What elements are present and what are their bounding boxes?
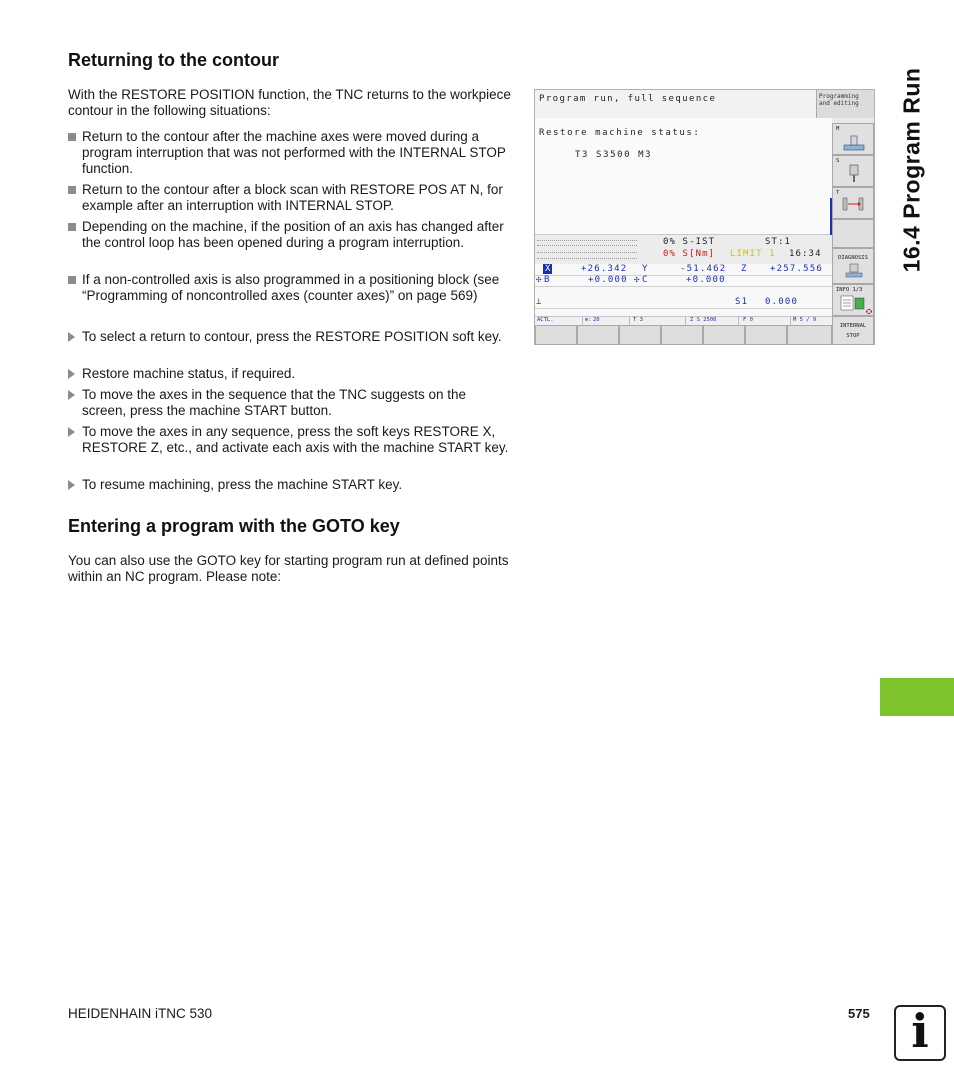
actl-label: ACTL.	[537, 317, 554, 323]
info-panel-icon	[839, 294, 869, 314]
intro-paragraph: With the RESTORE POSITION function, the TNC returns to the workpiece contour in the following situations:	[68, 87, 511, 118]
softkey-bottom-5[interactable]	[703, 325, 745, 345]
axis-c-label: C	[642, 275, 649, 285]
rotary-icon: ✣	[536, 275, 543, 285]
softkey-bottom-3[interactable]	[619, 325, 661, 345]
axis-x-value: +26.342	[581, 264, 628, 274]
tnc-screenshot	[534, 89, 875, 345]
triangle-arrow-icon	[68, 387, 82, 419]
step-item	[68, 366, 513, 385]
feed-override: 20	[593, 317, 600, 323]
square-bullet-icon	[68, 182, 82, 214]
step-text: To move the axes in the sequence that the TNC suggests on the screen, press the machine START button.	[82, 387, 466, 418]
spindle-icon	[841, 164, 867, 184]
spindle-small-icon: ⊥	[536, 297, 543, 307]
axis-c-value: +0.000	[686, 275, 726, 285]
limit-label: LIMIT 1	[730, 249, 776, 259]
softkey-info[interactable]: INFO 1/3	[832, 284, 874, 316]
step-item	[68, 424, 513, 456]
square-bullet-icon	[68, 219, 82, 251]
bullet-text: Depending on the machine, if the position of an axis has changed after the control loop has been opened during a program interruption.	[82, 219, 504, 250]
mode-button-programming[interactable]: Programming and editing	[816, 90, 874, 118]
bullet-text: Return to the contour after the machine axes were moved during a program interruption that was not performed with the INTERNAL STOP function.	[82, 129, 506, 176]
footer-product-name: HEIDENHAIN iTNC 530	[68, 1006, 213, 1021]
step-text: To move the axes in any sequence, press the soft keys RESTORE X, RESTORE Z, etc., and activate each axis with the machine START key.	[82, 424, 509, 455]
goto-paragraph: You can also use the GOTO key for starting program run at defined points within an NC program. Please note:	[68, 553, 509, 584]
torque-label: 0% S[Nm]	[663, 249, 716, 259]
feed-rate: F 0	[743, 317, 753, 323]
axis-y-value: -51.462	[680, 264, 727, 274]
axis-y-label: Y	[642, 264, 649, 274]
tool-change-icon	[837, 196, 871, 216]
rotary-icon: ✣	[634, 275, 641, 285]
chapter-tab-marker	[880, 678, 954, 716]
softkey-s[interactable]: S	[832, 155, 874, 187]
section-heading-returning: Returning to the contour	[68, 50, 279, 70]
axis-b-value: +0.000	[588, 275, 628, 285]
triangle-arrow-icon	[68, 366, 82, 385]
spindle-value: 0.000	[765, 297, 799, 307]
screen-main-area	[535, 118, 832, 235]
step-text: To select a return to contour, press the RESTORE POSITION soft key.	[82, 329, 502, 344]
softkey-m[interactable]: M	[832, 123, 874, 155]
triangle-arrow-icon	[68, 329, 82, 348]
restore-status-label: Restore machine status:	[539, 128, 701, 138]
softkey-bottom-7[interactable]	[787, 325, 832, 345]
softkey-diagnosis[interactable]: DIAGNOSIS	[832, 248, 874, 284]
tool-number: T 3	[633, 317, 643, 323]
spindle-load-label: 0% S-IST	[663, 237, 716, 247]
step-text: Restore machine status, if required.	[82, 366, 296, 381]
diagnosis-icon	[844, 263, 864, 279]
square-bullet-icon	[68, 129, 82, 177]
triangle-arrow-icon	[68, 424, 82, 456]
axis-z-value: +257.556	[770, 264, 823, 274]
restore-status-values: T3 S3500 M3	[575, 150, 653, 160]
softkey-bottom-2[interactable]	[577, 325, 619, 345]
chapter-side-title: 16.4 Program Run	[898, 67, 925, 273]
triangle-arrow-icon	[68, 477, 82, 496]
spindle-speed: Z S 2500	[690, 317, 717, 323]
spindle-label: S1	[735, 297, 749, 307]
softkey-t[interactable]: T	[832, 187, 874, 219]
softkey-internal-stop[interactable]: INTERNAL STOP	[832, 316, 874, 345]
bullet-item	[68, 182, 513, 214]
softkey-bottom-1[interactable]	[535, 325, 577, 345]
status-st: ST:1	[765, 237, 792, 247]
step-text: To resume machining, press the machine START key.	[82, 477, 403, 492]
axis-z-label: Z	[741, 264, 748, 274]
bullet-item	[68, 272, 513, 304]
position-row	[535, 297, 832, 309]
machine-icon	[841, 134, 867, 152]
m-functions: M 5 / 9	[793, 317, 817, 323]
section-heading-goto: Entering a program with the GOTO key	[68, 516, 400, 536]
bullet-item	[68, 219, 513, 251]
info-icon: i	[894, 1005, 946, 1061]
bullet-text: Return to the contour after a block scan with RESTORE POS AT N, for example after an interruption with INTERNAL STOP.	[82, 182, 503, 213]
page-number: 575	[848, 1006, 870, 1021]
position-display	[535, 264, 832, 316]
axis-b-label: B	[544, 275, 551, 285]
flag-icon	[866, 309, 872, 314]
screen-title-bar	[535, 90, 816, 119]
status-display	[535, 235, 832, 265]
step-item	[68, 387, 513, 419]
screen-title: Program run, full sequence	[539, 94, 717, 104]
square-bullet-icon	[68, 272, 82, 304]
feed-icon: ⊕:	[585, 317, 592, 323]
softkey-empty[interactable]	[832, 219, 874, 248]
softkey-bottom-4[interactable]	[661, 325, 703, 345]
bullet-item	[68, 129, 513, 177]
step-item	[68, 477, 513, 496]
step-item	[68, 329, 513, 348]
clock: 16:34	[789, 249, 822, 259]
softkey-bottom-6[interactable]	[745, 325, 787, 345]
axis-x-label: X	[545, 264, 551, 274]
bullet-text: If a non-controlled axis is also programmed in a positioning block (see “Programming of noncontrolled axes (counter axes)” on page 569)	[82, 272, 500, 303]
